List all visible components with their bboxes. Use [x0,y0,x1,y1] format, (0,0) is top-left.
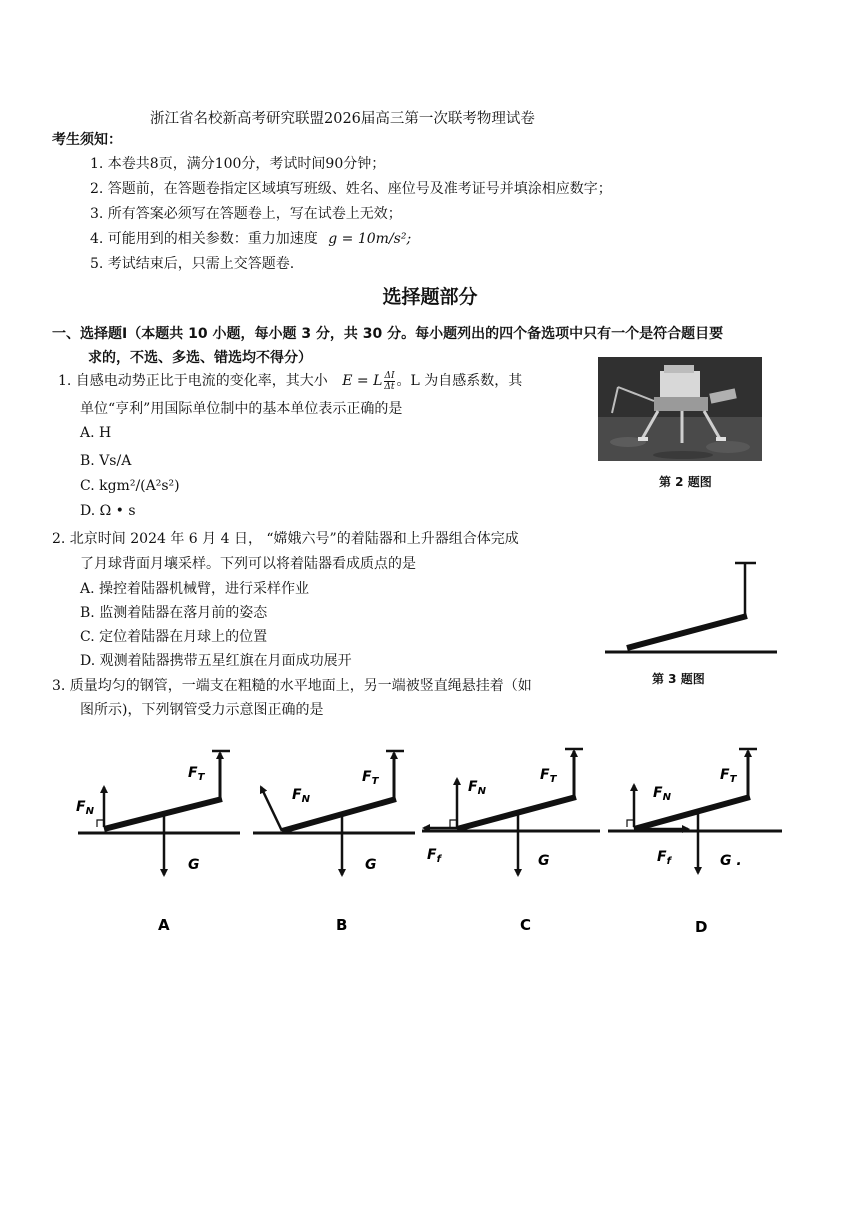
q3-stem-line2: 图所示)，下列钢管受力示意图正确的是 [80,702,324,718]
diagram-a [76,751,240,934]
gravity-value: g = 10m/s²; [328,231,412,247]
notice-item-3: 3. 所有答案必须写在答题卷上，写在试卷上无效； [90,206,402,222]
diagram-b-letter: B [336,916,348,934]
fig3-caption: 第 3 题图 [652,672,705,686]
notice-item-2: 2. 答题前，在答题卷指定区域填写班级、姓名、座位号及准考证号并填涂相应数字； [90,181,612,197]
part-instructions-line2: 求的，不选、多选、错选均不得分） [88,350,312,366]
diagram-c-g-label: G [538,853,550,869]
diagram-a-fn-label: $F_N$ [76,799,94,817]
q1-stem-b: 。L 为自感系数，其 [396,373,523,389]
q1-frac-den: Δt [384,381,395,392]
diagram-c-ft-label: $F_T$ [540,767,557,785]
section-title: 选择题部分 [382,286,478,308]
diagram-d [608,749,782,936]
part-instructions-line1: 一、选择题Ⅰ（本题共 10 小题，每小题 3 分，共 30 分。每小题列出的四个备选项中只有一个是符合题目要 [52,326,724,342]
diagram-c-letter: C [520,916,532,934]
q1-option-c: C. kgm²/(A²s²) [80,478,180,494]
diagram-a-ft-label: $F_T$ [188,765,205,783]
notice-heading: 考生须知： [52,132,122,148]
q1-option-b: B. Vs/A [80,453,132,469]
fig2-lander-photo [598,357,762,461]
diagram-d-g-label: G . [720,853,742,869]
diagram-d-fn-label: $F_N$ [653,785,671,803]
q2-option-b: B. 监测着陆器在落月前的姿态 [80,605,268,621]
exam-title: 浙江省名校新高考研究联盟2026届高三第一次联考物理试卷 [150,111,535,127]
q2-stem-line1: 2. 北京时间 2024 年 6 月 4 日， “嫦娥六号”的着陆器和上升器组合体完成 [52,531,519,547]
q1-stem-line2: 单位“亨利”用国际单位制中的基本单位表示正确的是 [80,401,403,417]
diagram-a-letter: A [158,916,170,934]
q1-fraction [384,371,394,392]
fig3-pipe [627,616,747,648]
diagram-b-g-label: G [365,857,377,873]
q1-frac-num: ΔI [384,370,395,381]
q2-stem-line2: 了月球背面月壤采样。下列可以将着陆器看成质点的是 [80,556,416,572]
diagram-c-fn-label: $F_N$ [468,779,486,797]
force-diagrams [60,735,800,945]
q3-stem-line1: 3. 质量均匀的钢管，一端支在粗糙的水平地面上，另一端被竖直绳悬挂着（如 [52,678,532,694]
diagram-a-g-label: G [188,857,200,873]
notice-item-5: 5. 考试结束后，只需上交答题卷. [90,256,295,272]
q1-stem-a: 1. 自感电动势正比于电流的变化率，其大小 [58,373,328,389]
notice-item-4-text: 4. 可能用到的相关参数：重力加速度 [90,231,318,247]
diagram-d-ff-label: $F_f$ [657,849,671,867]
q2-option-a: A. 操控着陆器机械臂，进行采样作业 [80,581,310,597]
q1-formula-lhs: E = L [342,373,383,389]
diagram-c [422,749,600,934]
q2-option-d: D. 观测着陆器携带五星红旗在月面成功展开 [80,653,352,669]
diagram-d-ft-label: $F_T$ [720,767,737,785]
notice-item-4 [90,228,411,248]
notice-item-1: 1. 本卷共8页，满分100分，考试时间90分钟； [90,156,386,172]
diagram-b [253,751,415,934]
lander-illustration [598,357,762,461]
fig3-pipe-diagram [600,558,790,658]
q2-option-c: C. 定位着陆器在月球上的位置 [80,629,268,645]
q1-option-a: A. H [80,425,112,441]
diagram-c-ff-label: $F_f$ [427,847,441,865]
q1-stem-line1 [58,370,522,392]
q1-option-d: D. Ω • s [80,503,136,519]
diagram-d-letter: D [695,918,708,936]
diagram-b-ft-label: $F_T$ [362,769,379,787]
fig2-caption: 第 2 题图 [659,475,712,489]
diagram-b-fn-label: $F_N$ [292,787,310,805]
